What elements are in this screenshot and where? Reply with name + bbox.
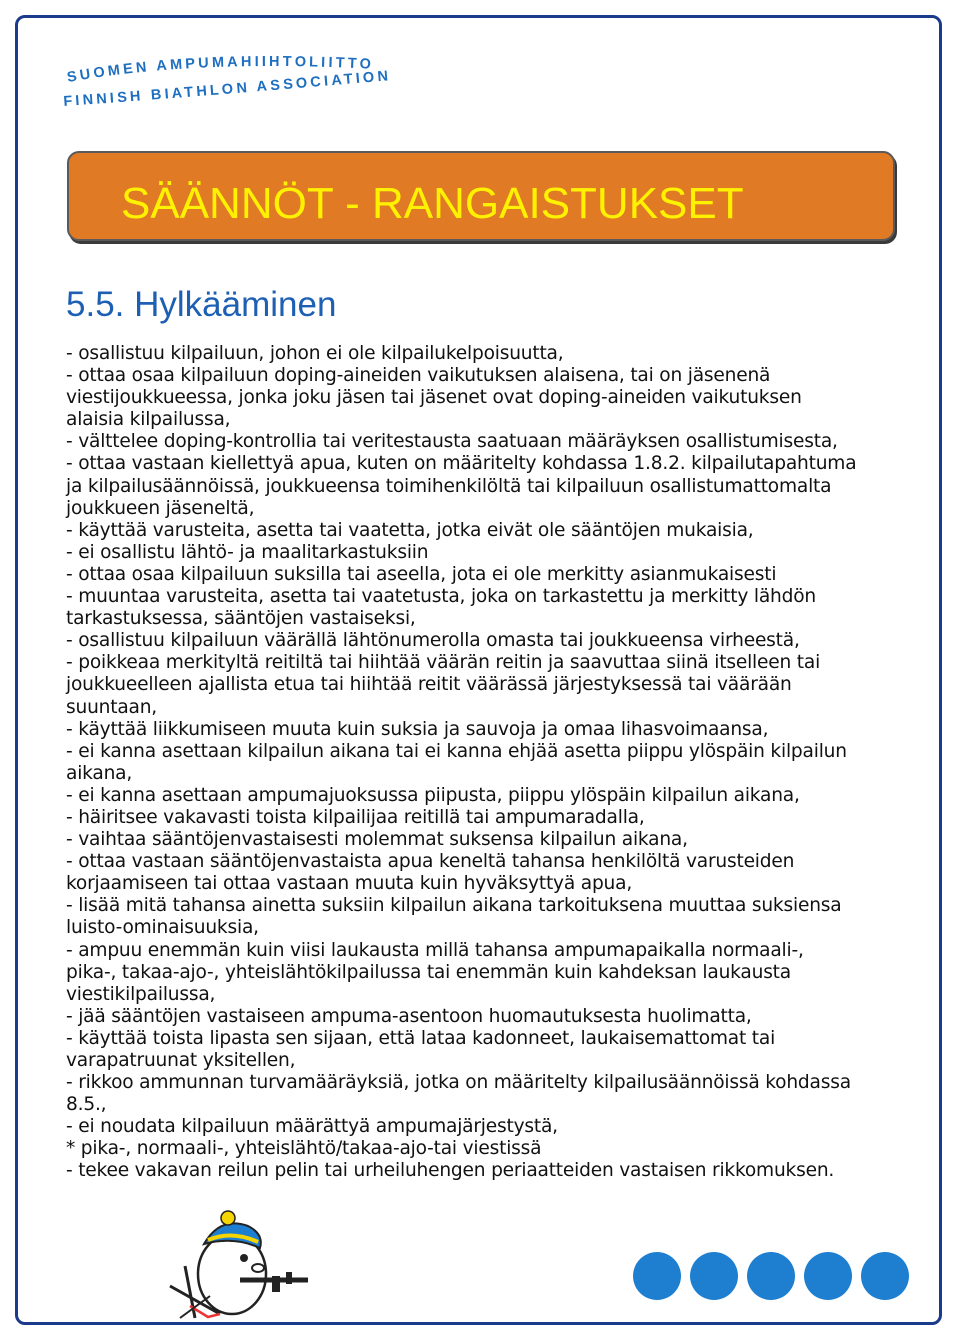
rule-line: - lisää mitä tahansa ainetta suksiin kilpailun aikana tarkoituksena muuttaa suksiensa bbox=[66, 895, 842, 917]
rule-line: alaisia kilpailussa, bbox=[66, 409, 231, 431]
rule-line: suuntaan, bbox=[66, 696, 158, 718]
rule-line: joukkueelleen ajallista etua tai hiihtää reitit väärässä järjestyksessä tai väärään bbox=[66, 674, 792, 696]
logo-line-fi: SUOMEN AMPUMAHIIHTOLIITTO bbox=[65, 53, 375, 86]
rule-line: tarkastuksessa, sääntöjen vastaiseksi, bbox=[66, 608, 416, 630]
rule-line: - tekee vakavan reilun pelin tai urheiluhengen periaatteiden vastaisen rikkomuksen. bbox=[66, 1160, 835, 1182]
dot-icon bbox=[804, 1252, 852, 1300]
dot-icon bbox=[633, 1252, 681, 1300]
rule-line: - poikkeaa merkityltä reitiltä tai hiihtää väärän reitin ja saavuttaa siinä itselleen tai bbox=[66, 652, 821, 674]
rule-line: varapatruunat yksitellen, bbox=[66, 1050, 296, 1071]
rule-line: - osallistuu kilpailuun väärällä lähtönumerolla omasta tai joukkueensa virheestä, bbox=[66, 630, 800, 652]
rule-line: luisto-ominaisuuksia, bbox=[66, 917, 259, 939]
rule-line: - ottaa vastaan kiellettyä apua, kuten on määritelty kohdassa 1.8.2. kilpailutapahtuma bbox=[66, 453, 857, 475]
rule-line: aikana, bbox=[66, 762, 133, 784]
rule-line: - rikkoo ammunnan turvamääräyksiä, jotka on määritelty kilpailusäännöissä kohdassa bbox=[66, 1072, 851, 1094]
rule-line: 8.5., bbox=[66, 1094, 107, 1116]
rule-line: - käyttää liikkumiseen muuta kuin suksia ja sauvoja ja omaa lihasvoimaansa, bbox=[66, 718, 769, 740]
biathlete-mascot-icon bbox=[160, 1196, 310, 1321]
rule-line: viestikilpailussa, bbox=[66, 983, 216, 1005]
rule-line: pika-, takaa-ajo-, yhteislähtökilpailussa tai enemmän kuin kahdeksan laukausta bbox=[66, 961, 791, 983]
rule-line: - jää sääntöjen vastaiseen ampuma-asentoon huomautuksesta huolimatta, bbox=[66, 1005, 752, 1027]
rule-line: - muuntaa varusteita, asetta tai vaatetusta, joka on tarkastettu ja merkitty lähdön bbox=[66, 586, 816, 608]
rules-list bbox=[66, 343, 866, 1183]
association-logo bbox=[62, 52, 422, 116]
logo-wordmark bbox=[62, 52, 422, 116]
section-heading: 5.5. Hylkääminen bbox=[66, 285, 337, 324]
rule-line: - käyttää toista lipasta sen sijaan, että lataa kadonneet, laukaisemattomat tai bbox=[66, 1027, 776, 1049]
rule-line: ja kilpailusäännöissä, joukkueensa toimihenkilöltä tai kilpailuun osallistumattomalta bbox=[66, 475, 832, 497]
rule-line: - käyttää varusteita, asetta tai vaatetta, jotka eivät ole sääntöjen mukaisia, bbox=[66, 519, 754, 541]
dot-icon bbox=[861, 1252, 909, 1300]
logo-line-en: FINNISH BIATHLON ASSOCIATION bbox=[62, 68, 392, 111]
rule-line: joukkueen jäseneltä, bbox=[66, 497, 255, 519]
rule-line: - vaihtaa sääntöjenvastaisesti molemmat suksensa kilpailun aikana, bbox=[66, 829, 688, 851]
rule-line: - ottaa osaa kilpailuun doping-aineiden vaikutuksen alaisena, tai on jäsenenä bbox=[66, 365, 771, 387]
page-title: SÄÄNNÖT - RANGAISTUKSET bbox=[121, 179, 744, 228]
decorative-dots bbox=[633, 1252, 908, 1302]
rule-line: - osallistuu kilpailuun, johon ei ole kilpailukelpoisuutta, bbox=[66, 343, 564, 364]
rule-line: - häiritsee vakavasti toista kilpailijaa reitillä tai ampumaradalla, bbox=[66, 806, 645, 828]
rule-line: - ei kanna asettaan kilpailun aikana tai ei kanna ehjää asetta piippu ylöspäin kilpailun bbox=[66, 740, 847, 762]
rule-line: - ei osallistu lähtö- ja maalitarkastuksiin bbox=[66, 541, 429, 563]
rule-line: - ottaa vastaan sääntöjenvastaista apua keneltä tahansa henkilöltä varusteiden bbox=[66, 851, 795, 873]
rule-line: viestijoukkueessa, jonka joku jäsen tai jäsenet ovat doping-aineiden vaikutuksen bbox=[66, 387, 802, 409]
dot-icon bbox=[747, 1252, 795, 1300]
rule-line: * pika-, normaali-, yhteislähtö/takaa-ajo-tai viestissä bbox=[66, 1138, 542, 1160]
dot-icon bbox=[690, 1252, 738, 1300]
rule-line: - ottaa osaa kilpailuun suksilla tai aseella, jota ei ole merkitty asianmukaisesti bbox=[66, 563, 777, 585]
title-banner bbox=[67, 151, 895, 241]
rule-line: - ei noudata kilpailuun määrättyä ampumajärjestystä, bbox=[66, 1116, 558, 1138]
rule-line: - välttelee doping-kontrollia tai veritestausta saatuaan määräyksen osallistumisesta, bbox=[66, 431, 838, 453]
rule-line: - ampuu enemmän kuin viisi laukausta millä tahansa ampumapaikalla normaali-, bbox=[66, 939, 804, 961]
rule-line: korjaamiseen tai ottaa vastaan muuta kuin hyväksyttyä apua, bbox=[66, 873, 633, 895]
rule-line: - ei kanna asettaan ampumajuoksussa piipusta, piippu ylöspäin kilpailun aikana, bbox=[66, 784, 800, 806]
